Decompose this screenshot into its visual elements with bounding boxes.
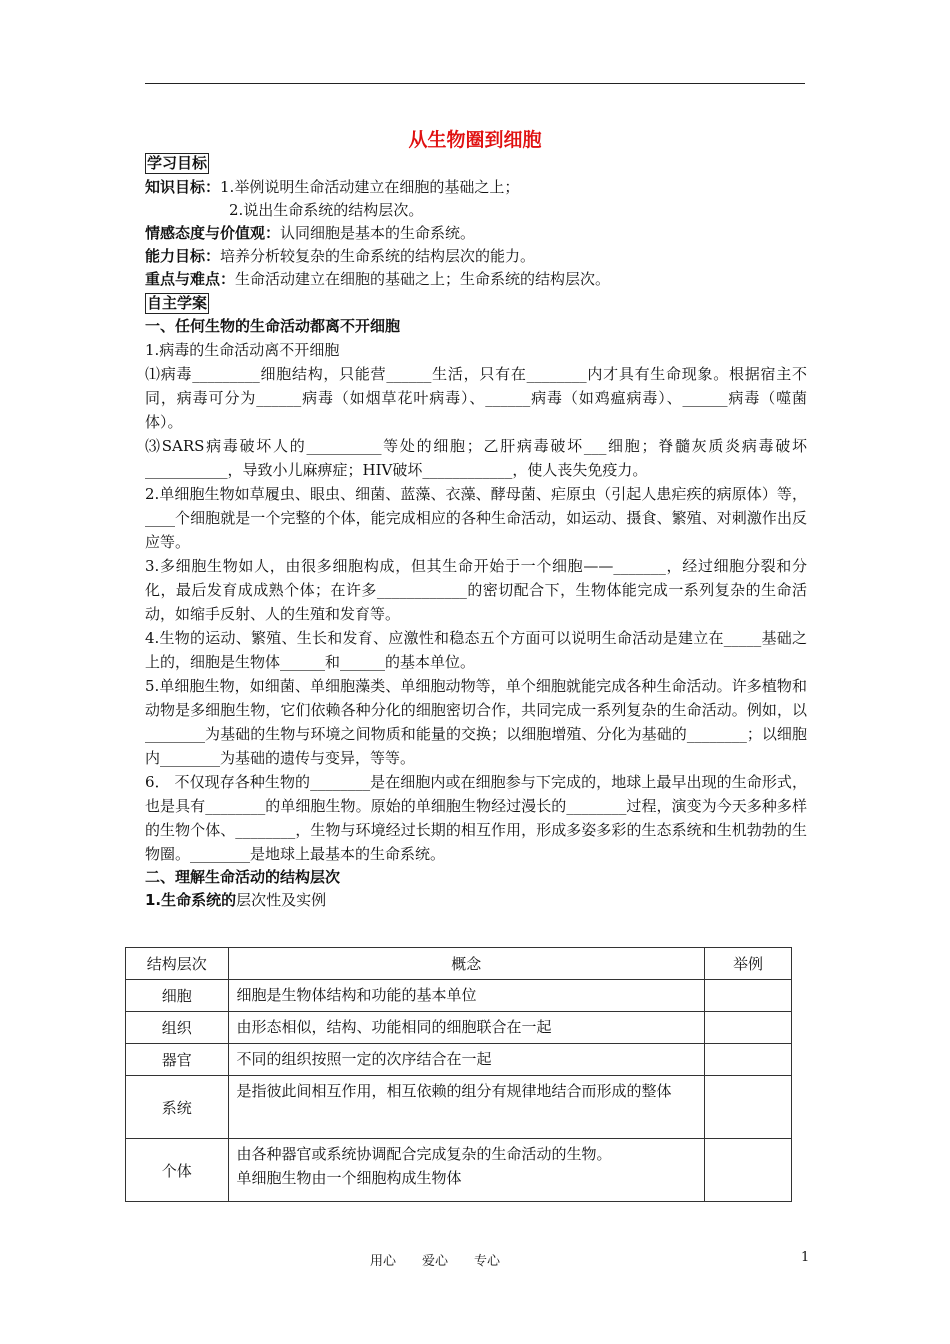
paragraph-1-3: ⑶SARS病毒破坏人的__________等处的细胞；乙肝病毒破坏___细胞；脊髓灰质炎病毒破坏___________，导致小儿麻痹症；HIV破坏____________，使人丧失免疫力。	[145, 437, 807, 479]
level-cell: 系统	[126, 1076, 229, 1139]
knowledge-item-2: 2.说出生命系统的结构层次。	[229, 201, 424, 219]
section2-title: 二、理解生命活动的结构层次	[145, 868, 341, 886]
header-level: 结构层次	[126, 948, 229, 980]
subsection1-rest: 层次性及实例	[236, 891, 327, 909]
concept-cell: 不同的组织按照一定的次序结合在一起	[228, 1044, 704, 1076]
footer-motto: 用心 爱心 专心	[370, 1254, 501, 1269]
table-row	[126, 980, 792, 1012]
concept-cell	[228, 1139, 704, 1202]
emotion-label: 情感态度与价值观：	[145, 224, 281, 242]
concept-line-1: 由各种器官或系统协调配合完成复杂的生命活动的生物。	[236, 1145, 612, 1163]
study-heading: 自主学案	[147, 294, 208, 312]
level-cell: 细胞	[126, 980, 229, 1012]
section1-title: 一、任何生物的生命活动都离不开细胞	[145, 317, 401, 335]
ability-text: 培养分析较复杂的生命系统的结构层次的能力。	[220, 247, 536, 265]
page-number: 1	[801, 1250, 810, 1265]
paragraph-6: 6． 不仅现存各种生物的________是在细胞内或在细胞参与下完成的，地球上最早出现的生命形式，也是具有________的单细胞生物。原始的单细胞生物经过漫长的________过程，演变为今天多种多样的生物个体、________，生物与环境经过长期的相互作用，形成多姿多彩的生态系统和生机勃勃的生物圈。________是地球上最基本的生命系统。	[145, 773, 807, 863]
concept-cell: 细胞是生物体结构和功能的基本单位	[228, 980, 704, 1012]
subsection1-bold: 1.生命系统的	[145, 891, 237, 909]
focus-label: 重点与难点：	[145, 270, 236, 288]
paragraph-2: 2.单细胞生物如草履虫、眼虫、细菌、蓝藻、衣藻、酵母菌、疟原虫（引起人患疟疾的病原体）等，____个细胞就是一个完整的个体，能完成相应的各种生命活动，如运动、摄食、繁殖、对刺激作出反应等。	[145, 485, 807, 551]
concept-cell: 是指彼此间相互作用，相互依赖的组分有规律地结合而形成的整体	[228, 1076, 704, 1139]
concept-line-2: 单细胞生物由一个细胞构成生物体	[236, 1169, 462, 1187]
knowledge-item-1: 1.举例说明生命活动建立在细胞的基础之上；	[220, 178, 520, 196]
table-row	[126, 1139, 792, 1202]
example-cell[interactable]	[705, 1076, 792, 1139]
paragraph-1-2: ⑴病毒_________细胞结构，只能营______生活，只有在________内才具有生命现象。根据宿主不同，病毒可分为______病毒（如烟草花叶病毒）、______病毒（如鸡瘟病毒）、______病毒（噬菌体）。	[145, 365, 807, 431]
emotion-text: 认同细胞是基本的生命系统。	[280, 224, 476, 242]
table-row	[126, 1076, 792, 1139]
header-rule	[145, 83, 805, 84]
example-cell[interactable]	[705, 1139, 792, 1202]
objectives-heading: 学习目标	[147, 154, 208, 172]
example-cell[interactable]	[705, 980, 792, 1012]
page-title: 从生物圈到细胞	[408, 129, 542, 151]
paragraph-5: 5.单细胞生物，如细菌、单细胞藻类、单细胞动物等，单个细胞就能完成各种生命活动。许多植物和动物是多细胞生物，它们依赖各种分化的细胞密切合作，共同完成一系列复杂的生命活动。例如，以________为基础的生物与环境之间物质和能量的交换；以细胞增殖、分化为基础的________；以细胞内________为基础的遗传与变异，等等。	[145, 677, 807, 767]
example-cell[interactable]	[705, 1012, 792, 1044]
table-header-row	[126, 948, 792, 980]
level-cell: 组织	[126, 1012, 229, 1044]
level-cell: 器官	[126, 1044, 229, 1076]
level-cell: 个体	[126, 1139, 229, 1202]
concept-cell: 由形态相似，结构、功能相同的细胞联合在一起	[228, 1012, 704, 1044]
paragraph-3: 3.多细胞生物如人，由很多细胞构成，但其生命开始于一个细胞——_______，经过细胞分裂和分化，最后发育成成熟个体；在许多____________的密切配合下，生物体能完成一系列复杂的生命活动，如缩手反射、人的生殖和发育等。	[145, 557, 807, 623]
header-concept: 概念	[228, 948, 704, 980]
table-row	[126, 1044, 792, 1076]
structure-levels-table	[125, 947, 792, 1202]
knowledge-label: 知识目标：	[145, 178, 221, 196]
paragraph-1-1: 1.病毒的生命活动离不开细胞	[145, 341, 340, 359]
header-example: 举例	[705, 948, 792, 980]
example-cell[interactable]	[705, 1044, 792, 1076]
main-content	[145, 152, 807, 912]
table-row	[126, 1012, 792, 1044]
focus-text: 生命活动建立在细胞的基础之上；生命系统的结构层次。	[235, 270, 611, 288]
ability-label: 能力目标：	[145, 247, 221, 265]
paragraph-4: 4.生物的运动、繁殖、生长和发育、应激性和稳态五个方面可以说明生命活动是建立在_____基础之上的，细胞是生物体______和______的基本单位。	[145, 629, 807, 671]
